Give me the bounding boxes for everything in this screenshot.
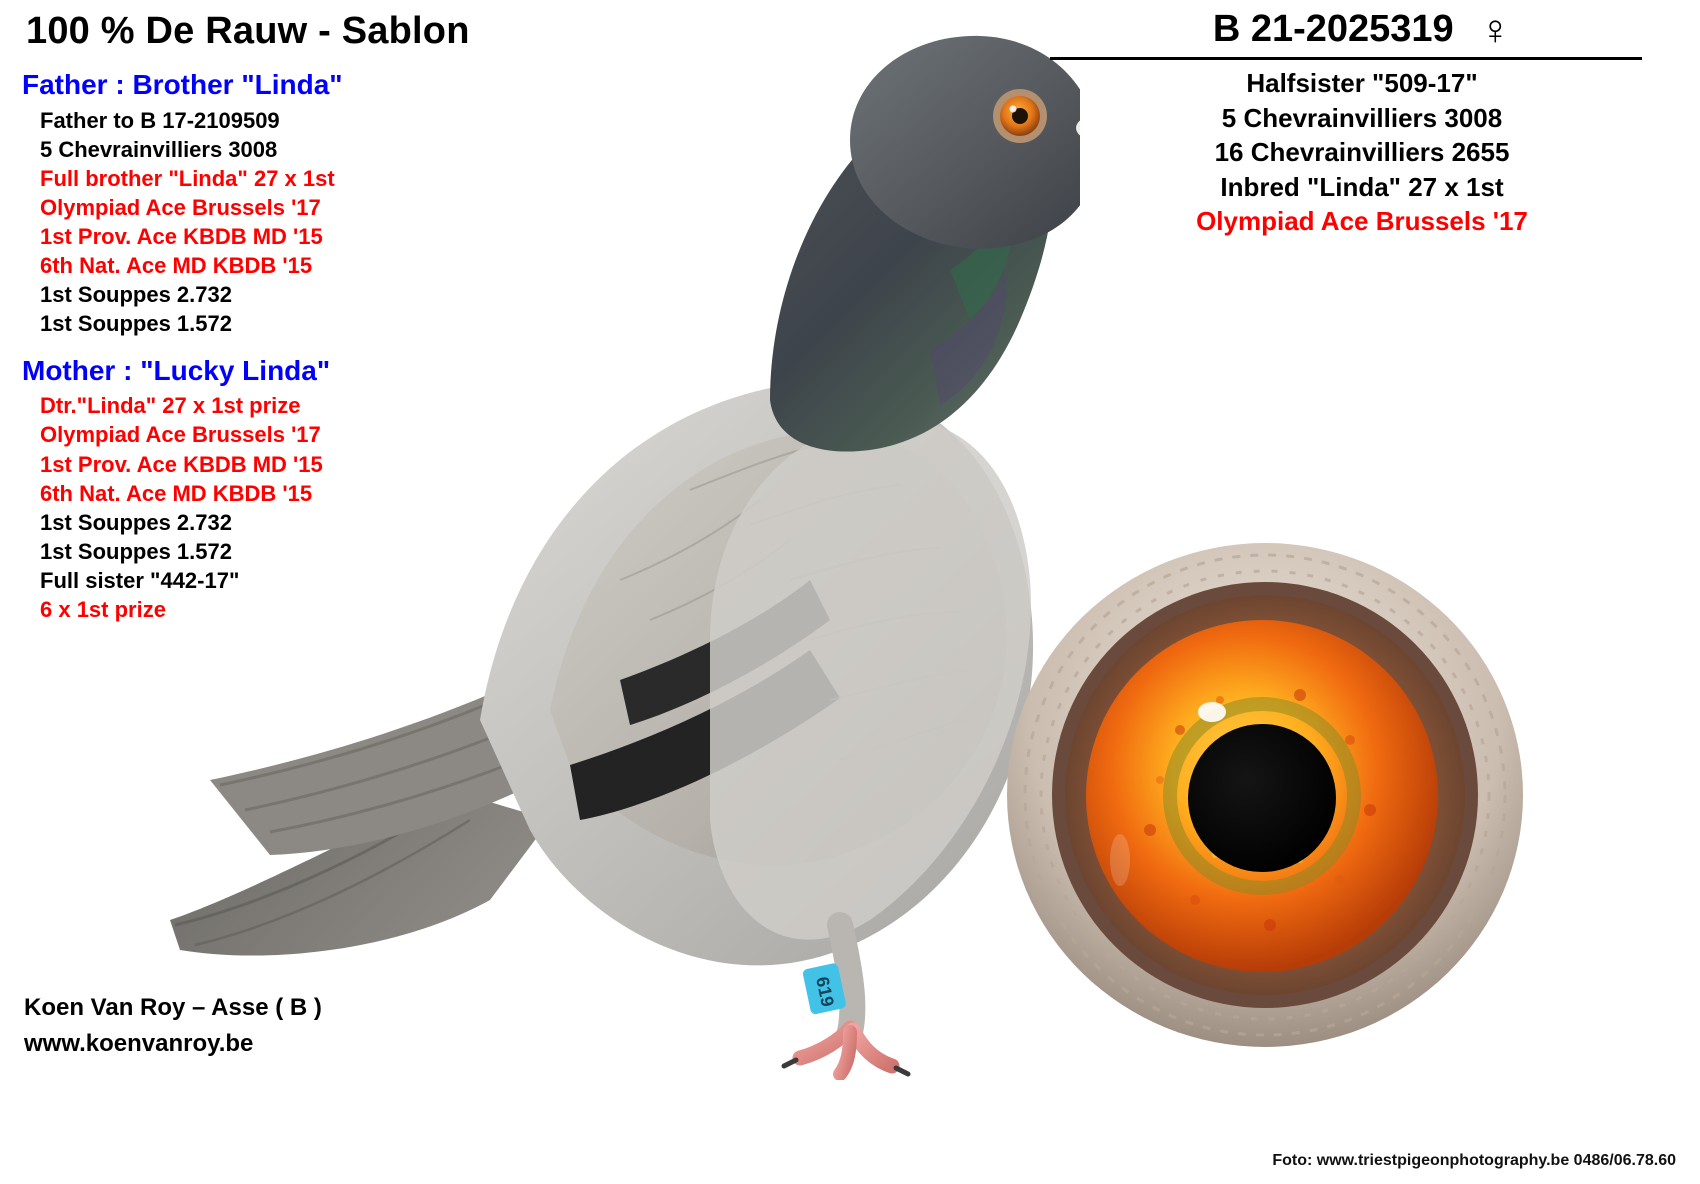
father-line: Father to B 17-2109509 — [40, 107, 280, 133]
pigeon-eye-photo — [1000, 530, 1530, 1060]
mother-line: 1st Souppes 1.572 — [40, 538, 232, 564]
mother-line: 6th Nat. Ace MD KBDB '15 — [40, 480, 313, 506]
owner-block — [24, 990, 322, 1062]
mother-line: 1st Souppes 2.732 — [40, 509, 232, 535]
mother-line: 6 x 1st prize — [40, 596, 166, 622]
father-line: Olympiad Ace Brussels '17 — [40, 194, 321, 220]
father-heading: Father : Brother "Linda" — [22, 69, 343, 100]
ring-number-row — [1042, 5, 1682, 53]
father-line: 5 Chevrainvilliers 3008 — [40, 136, 278, 162]
father-line: 1st Souppes 1.572 — [40, 310, 232, 336]
father-line: 1st Souppes 2.732 — [40, 281, 232, 307]
father-line: Full brother "Linda" 27 x 1st — [40, 165, 335, 191]
father-line: 6th Nat. Ace MD KBDB '15 — [40, 252, 313, 278]
owner-name: Koen Van Roy – Asse ( B ) — [24, 994, 322, 1021]
mother-heading: Mother : "Lucky Linda" — [22, 354, 331, 386]
father-line: 1st Prov. Ace KBDB MD '15 — [40, 223, 323, 249]
right-line: 16 Chevrainvilliers 2655 — [1214, 137, 1510, 168]
mother-line: Olympiad Ace Brussels '17 — [40, 422, 321, 448]
page-title: 100 % De Rauw - Sablon — [26, 10, 470, 52]
pedigree-right-column — [1042, 5, 1682, 239]
right-line: Olympiad Ace Brussels '17 — [1196, 206, 1528, 237]
pedigree-left-column — [22, 68, 542, 624]
right-line: Inbred "Linda" 27 x 1st — [1220, 171, 1504, 202]
divider — [1050, 57, 1642, 60]
female-sex-icon: ♀ — [1479, 5, 1512, 53]
owner-website[interactable]: www.koenvanroy.be — [24, 1030, 254, 1057]
mother-line: Full sister "442-17" — [40, 567, 240, 593]
right-line: 5 Chevrainvilliers 3008 — [1221, 102, 1503, 133]
mother-line: Dtr."Linda" 27 x 1st prize — [40, 393, 301, 419]
right-line: Halfsister "509-17" — [1246, 68, 1478, 98]
svg-text:619: 619 — [812, 974, 838, 1009]
photo-credit: Foto: www.triestpigeonphotography.be 0486/06.78.60 — [1272, 1152, 1676, 1169]
ring-number: B 21-2025319 — [1212, 8, 1454, 50]
mother-line: 1st Prov. Ace KBDB MD '15 — [40, 451, 323, 477]
